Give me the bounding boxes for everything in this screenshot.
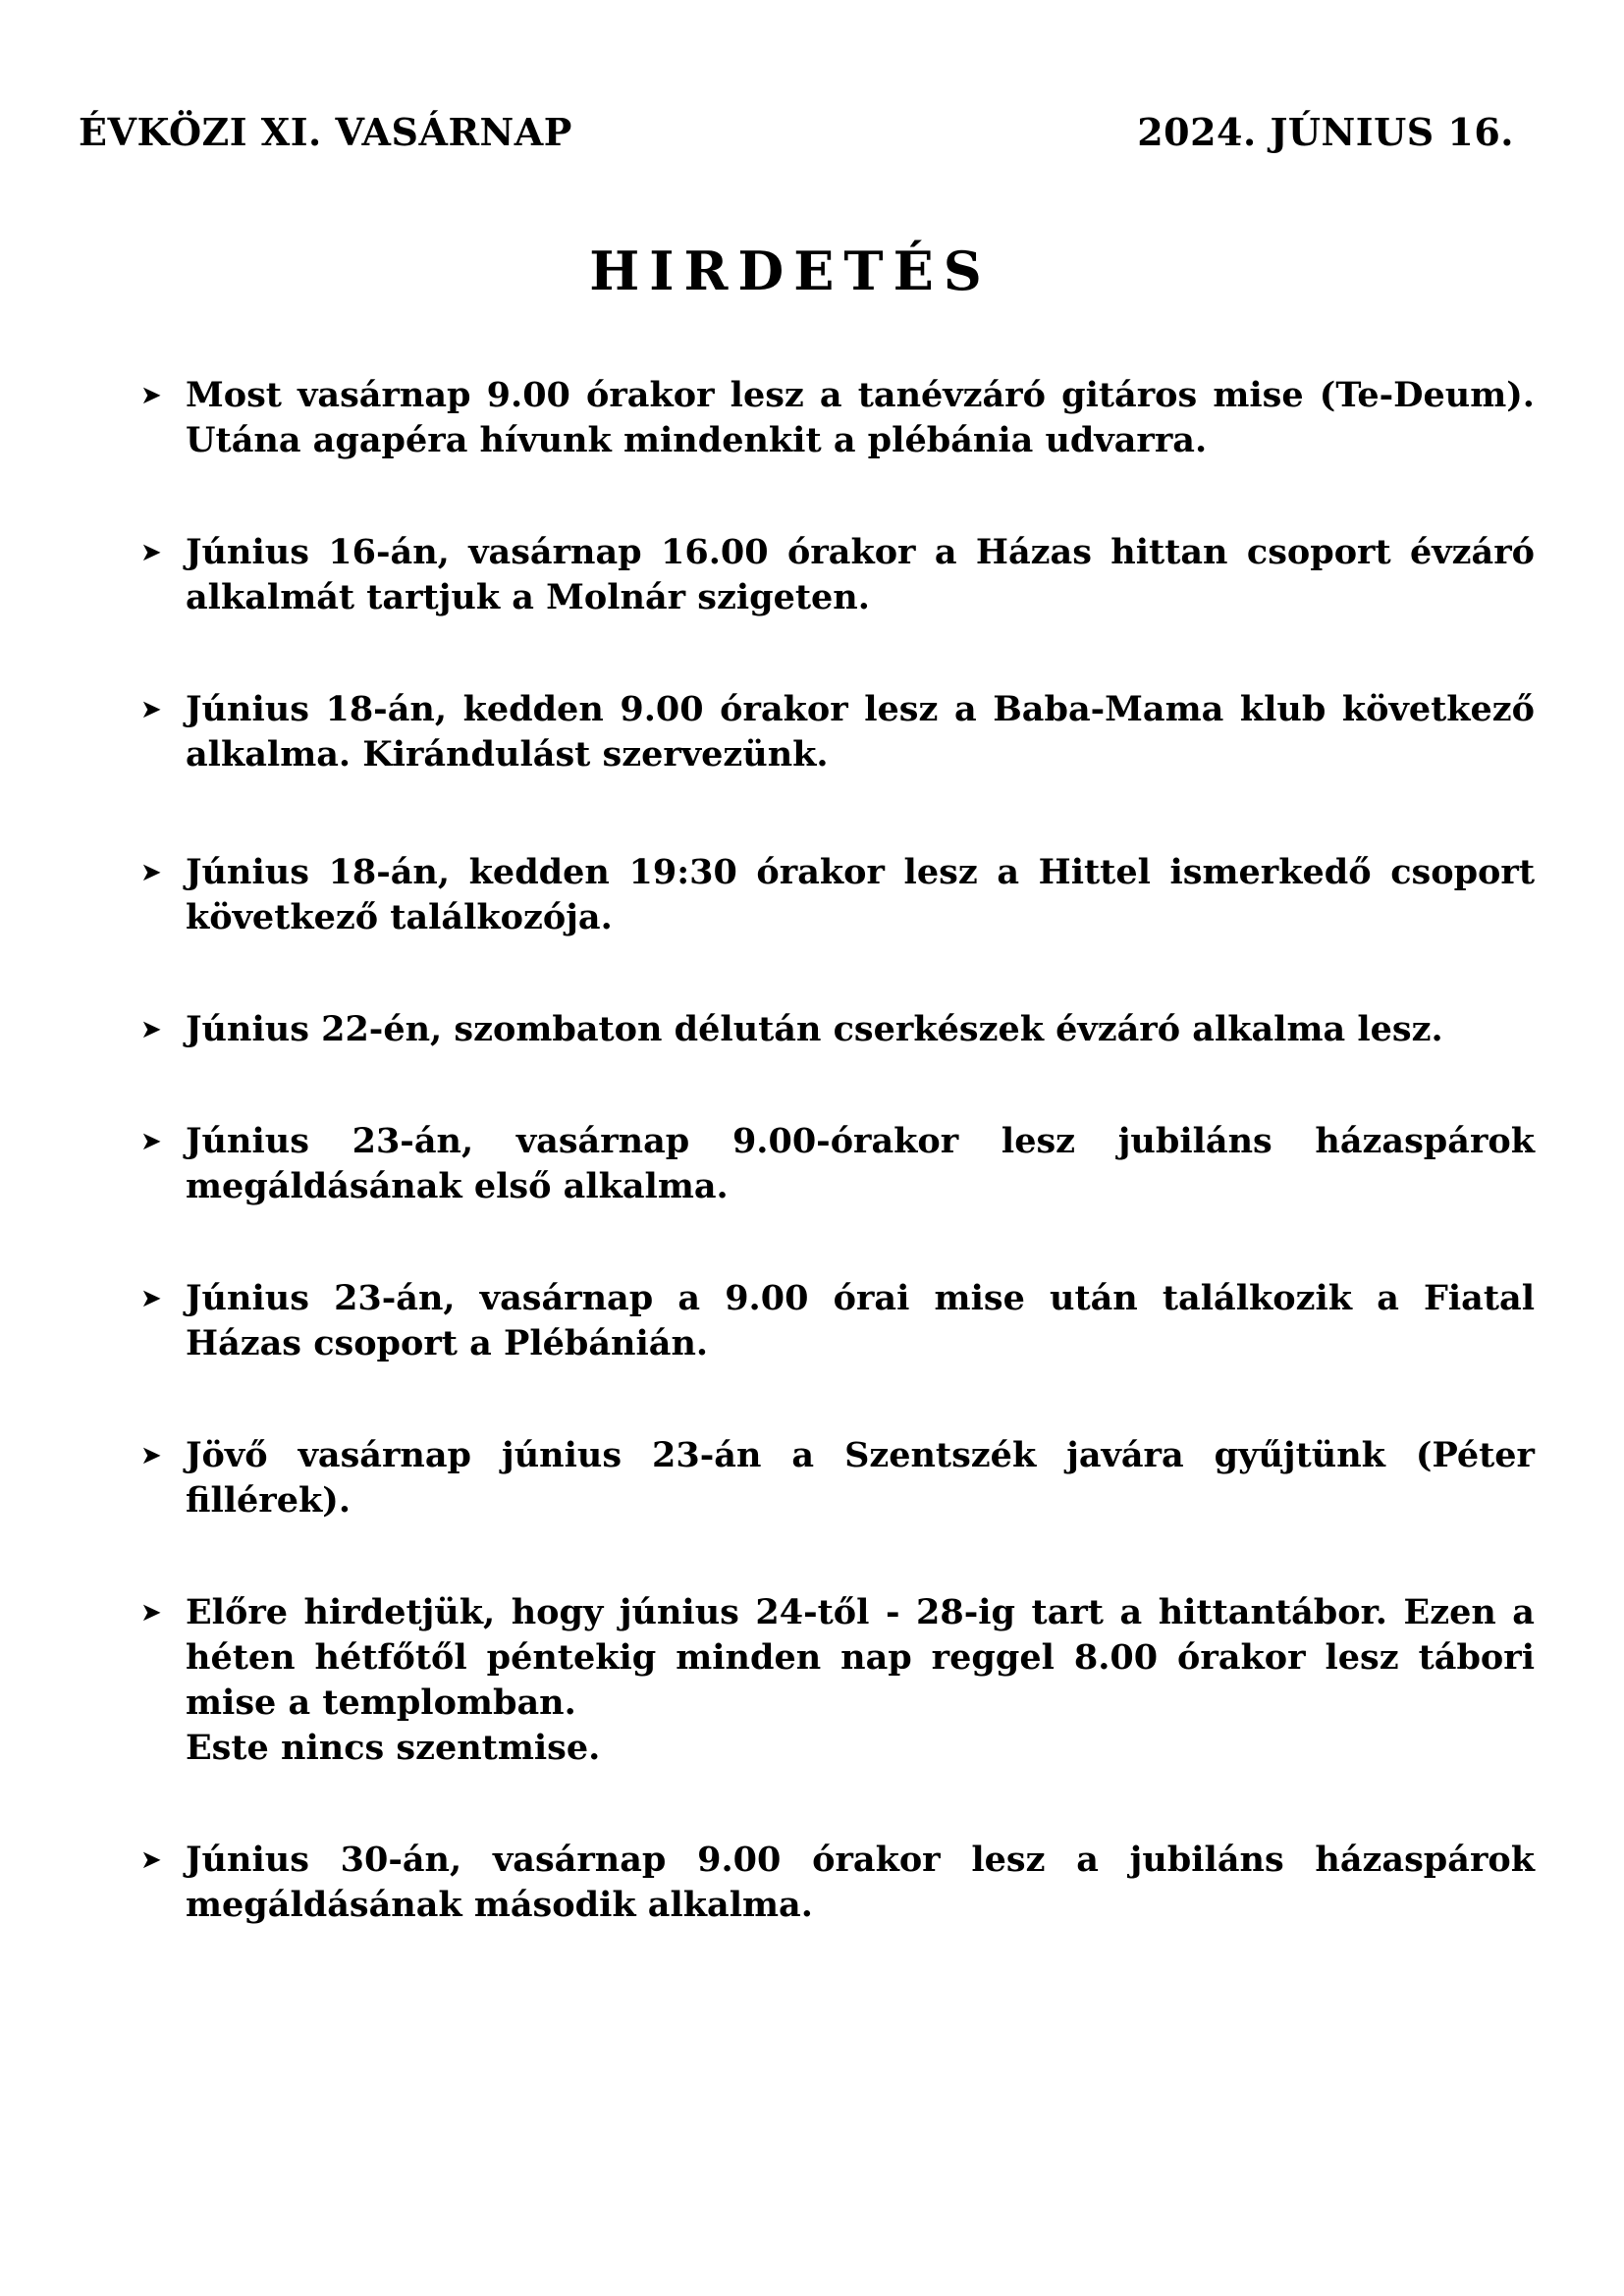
page-title: HIRDETÉS — [589, 240, 992, 302]
announcement-text: Június 18-án, kedden 9.00 órakor lesz a Baba-Mama klub következő alkalma. Kirándulást szervezünk. — [186, 689, 1535, 774]
arrow-bullet-icon: ➤ — [140, 1441, 162, 1470]
announcement-item — [140, 1276, 1535, 1366]
announcement-item — [140, 530, 1535, 620]
announcement-text: Június 16-án, vasárnap 16.00 órakor a Házas hittan csoport évzáró alkalmát tartjuk a Molnár szigeten. — [186, 532, 1535, 617]
announcement-text: Június 22-én, szombaton délután cserkészek évzáró alkalma lesz. — [186, 1009, 1443, 1049]
announcement-item — [140, 1007, 1535, 1052]
announcement-item — [140, 1433, 1535, 1523]
arrow-bullet-icon: ➤ — [140, 1598, 162, 1628]
arrow-bullet-icon: ➤ — [140, 858, 162, 887]
announcement-text: Június 23-án, vasárnap 9.00-órakor lesz jubiláns házaspárok megáldásának első alkalma. — [186, 1121, 1535, 1206]
announcement-text: Jövő vasárnap június 23-án a Szentszék javára gyűjtünk (Péter fillérek). — [186, 1435, 1535, 1521]
announcement-extra-text: Este nincs szentmise. — [186, 1728, 601, 1768]
announcement-text: Most vasárnap 9.00 órakor lesz a tanévzáró gitáros mise (Te-Deum). Utána agapéra hívunk mindenkit a plébánia udvarra. — [186, 375, 1535, 460]
header-left-title: ÉVKÖZI XI. VASÁRNAP — [79, 110, 572, 154]
announcement-text: Június 18-án, kedden 19:30 órakor lesz a Hittel ismerkedő csoport következő találkozója. — [186, 852, 1535, 937]
announcement-item — [140, 1119, 1535, 1209]
announcement-text: Június 23-án, vasárnap a 9.00 órai mise után találkozik a Fiatal Házas csoport a Plébánián. — [186, 1278, 1535, 1363]
arrow-bullet-icon: ➤ — [140, 538, 162, 567]
arrow-bullet-icon: ➤ — [140, 1845, 162, 1875]
arrow-bullet-icon: ➤ — [140, 381, 162, 410]
announcement-item — [140, 850, 1535, 940]
announcement-list — [140, 373, 1535, 1995]
arrow-bullet-icon: ➤ — [140, 1015, 162, 1044]
arrow-bullet-icon: ➤ — [140, 1284, 162, 1313]
arrow-bullet-icon: ➤ — [140, 1127, 162, 1156]
announcement-text: Előre hirdetjük, hogy június 24-től - 28-ig tart a hittantábor. Ezen a héten hétfőtől péntekig minden nap reggel 8.00 órakor lesz tábori mise a templomban. — [186, 1592, 1535, 1723]
announcement-item — [140, 1838, 1535, 1928]
announcement-text: Június 30-án, vasárnap 9.00 órakor lesz a jubiláns házaspárok megáldásának második alkalma. — [186, 1840, 1535, 1925]
announcement-item — [140, 1590, 1535, 1771]
announcement-item — [140, 373, 1535, 463]
arrow-bullet-icon: ➤ — [140, 695, 162, 724]
header-date: 2024. JÚNIUS 16. — [1137, 110, 1514, 154]
announcement-item — [140, 687, 1535, 777]
